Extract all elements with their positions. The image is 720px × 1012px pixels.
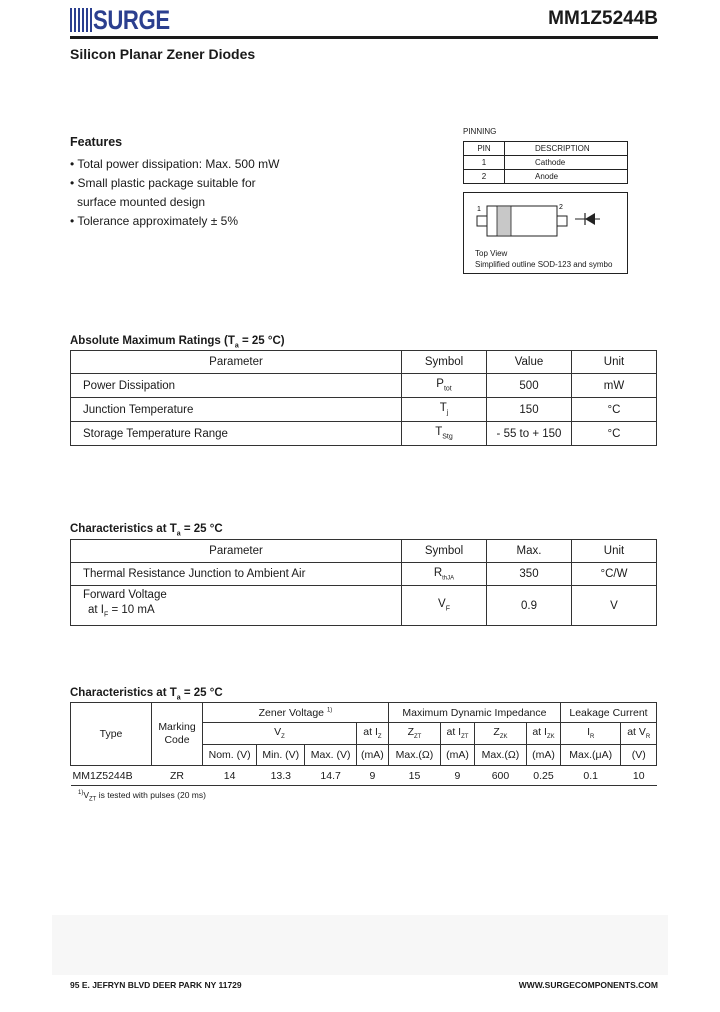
unit-cell: Max.(μA) — [560, 745, 621, 766]
value-cell: 0.9 — [487, 586, 572, 626]
caption-line: Top View — [475, 249, 508, 258]
subheader-cell: $Z_{ZK}$ — [474, 723, 526, 745]
table-header-row — [71, 351, 657, 374]
features-list — [70, 155, 279, 231]
pin1-lead — [477, 216, 487, 226]
table-row — [71, 398, 657, 422]
char1-table — [70, 539, 657, 626]
col-header: Unit — [572, 540, 657, 563]
footnote: $^{1)}V_{ZT}$ is tested with pulses (20 ms) — [78, 790, 206, 803]
dynamic-impedance-header: Maximum Dynamic Impedance — [388, 703, 560, 723]
surge-logo — [70, 5, 187, 35]
col-header: Parameter — [71, 540, 402, 563]
unit-cell: mW — [572, 374, 657, 398]
col-header: Symbol — [402, 540, 487, 563]
value-cell: 14.7 — [320, 769, 341, 782]
table-row — [71, 586, 657, 626]
table-header-row — [71, 540, 657, 563]
table-row — [71, 766, 657, 786]
unit-cell: Max.(Ω) — [388, 745, 440, 766]
col-header: Parameter — [71, 351, 402, 374]
package-caption — [475, 248, 612, 270]
value-cell: - 55 to + 150 — [487, 422, 572, 446]
param-cell: Thermal Resistance Junction to Ambient Air — [71, 563, 402, 586]
value-cell: 10 — [632, 769, 645, 782]
unit-cell: Nom. (V) — [203, 745, 257, 766]
value-cell: 9 — [369, 769, 376, 782]
param-cell: Power Dissipation — [71, 374, 402, 398]
char1-title: Characteristics at $T_a = 25$ °C — [70, 523, 223, 538]
value-cell: 0.1 — [583, 769, 598, 782]
param-cell: Storage Temperature Range — [71, 422, 402, 446]
part-number: MM1Z5244B — [548, 8, 658, 29]
unit-cell: V — [572, 586, 657, 626]
features-title: Features — [70, 135, 123, 149]
value-cell: 0.25 — [533, 769, 554, 782]
col-header: Max. — [487, 540, 572, 563]
abs-max-table — [70, 350, 657, 446]
description-header: DESCRIPTION — [505, 142, 628, 156]
symbol-cell: $P_{tot}$ — [402, 374, 487, 398]
footer-band — [52, 915, 668, 975]
symbol-cell: $R_{thJA}$ — [402, 563, 487, 586]
pin-header: PIN — [464, 142, 505, 156]
subheader-cell: at $V_R$ — [621, 723, 657, 745]
table-header-row — [71, 703, 657, 723]
type-cell: MM1Z5244B — [72, 769, 133, 782]
type-header: Type — [71, 703, 152, 766]
symbol-cell: $T_{Stg}$ — [402, 422, 487, 446]
subheader-cell: at $I_{ZT}$ — [441, 723, 475, 745]
value-cell: 9 — [454, 769, 461, 782]
param-cell: Junction Temperature — [71, 398, 402, 422]
unit-cell: °C/W — [572, 563, 657, 586]
cathode-band — [497, 206, 511, 236]
pin-number: 1 — [464, 156, 505, 170]
subheader-cell: $I_R$ — [560, 723, 621, 745]
table-row — [71, 422, 657, 446]
abs-max-title: Absolute Maximum Ratings ($T_a = 25$ °C) — [70, 335, 285, 350]
unit-cell: °C — [572, 398, 657, 422]
caption-line: Simplified outline SOD-123 and symbo — [475, 260, 613, 269]
char2-table — [70, 702, 657, 786]
subheader-cell: $V_Z$ — [203, 723, 357, 745]
table-row — [71, 563, 657, 586]
marking-cell: ZR — [170, 769, 184, 782]
logo-bars-icon — [70, 8, 92, 32]
value-cell: 14 — [223, 769, 236, 782]
col-header: Symbol — [402, 351, 487, 374]
param-cell: Forward Voltage at $I_F = 10$ mA — [71, 586, 402, 626]
pin-number: 2 — [464, 170, 505, 184]
table-row — [71, 374, 657, 398]
pin-description: Anode — [505, 170, 628, 184]
header-divider — [70, 36, 658, 39]
char2-title: Characteristics at $T_a = 25$ °C — [70, 687, 223, 702]
col-header: Value — [487, 351, 572, 374]
subheader-cell: at $I_Z$ — [356, 723, 388, 745]
value-cell: 150 — [487, 398, 572, 422]
col-header: Unit — [572, 351, 657, 374]
unit-cell: (mA) — [527, 745, 561, 766]
value-cell: 350 — [487, 563, 572, 586]
value-cell: 15 — [408, 769, 421, 782]
footer-address: 95 E. JEFRYN BLVD DEER PARK NY 11729 — [70, 980, 242, 990]
feature-item: • Tolerance approximately ± 5% — [70, 214, 238, 228]
table-row — [464, 156, 628, 170]
symbol-cell: $T_j$ — [402, 398, 487, 422]
marking-header: Marking Code — [152, 703, 203, 766]
unit-cell: Min. (V) — [257, 745, 305, 766]
table-row — [464, 170, 628, 184]
leakage-header: Leakage Current — [560, 703, 656, 723]
feature-item: • Small plastic package suitable for — [70, 176, 256, 190]
feature-item: • Total power dissipation: Max. 500 mW — [70, 157, 280, 171]
table-row — [464, 142, 628, 156]
subheader-cell: at $I_{ZK}$ — [527, 723, 561, 745]
feature-item: surface mounted design — [77, 195, 206, 209]
diode-symbol-icon — [575, 213, 600, 225]
pinning-label: PINNING — [463, 127, 497, 136]
value-cell: 600 — [491, 769, 510, 782]
subheader-cell: $Z_{ZT}$ — [388, 723, 440, 745]
unit-cell: °C — [572, 422, 657, 446]
unit-cell: (mA) — [356, 745, 388, 766]
value-cell: 500 — [487, 374, 572, 398]
value-cell: 13.3 — [270, 769, 292, 782]
unit-cell: Max. (V) — [305, 745, 357, 766]
symbol-cell: $V_F$ — [402, 586, 487, 626]
pin2-label: 2 — [559, 204, 563, 211]
pin2-lead — [557, 216, 567, 226]
unit-cell: Max.(Ω) — [474, 745, 526, 766]
unit-cell: (mA) — [441, 745, 475, 766]
pinning-table — [463, 141, 628, 184]
footer-website: WWW.SURGECOMPONENTS.COM — [518, 980, 658, 990]
page-subtitle: Silicon Planar Zener Diodes — [70, 46, 256, 62]
pin-description: Cathode — [505, 156, 628, 170]
zener-voltage-header: Zener Voltage $^{1)}$ — [203, 703, 389, 723]
logo-text: SURGE — [93, 5, 170, 35]
pin1-label: 1 — [477, 206, 481, 213]
unit-cell: (V) — [621, 745, 657, 766]
